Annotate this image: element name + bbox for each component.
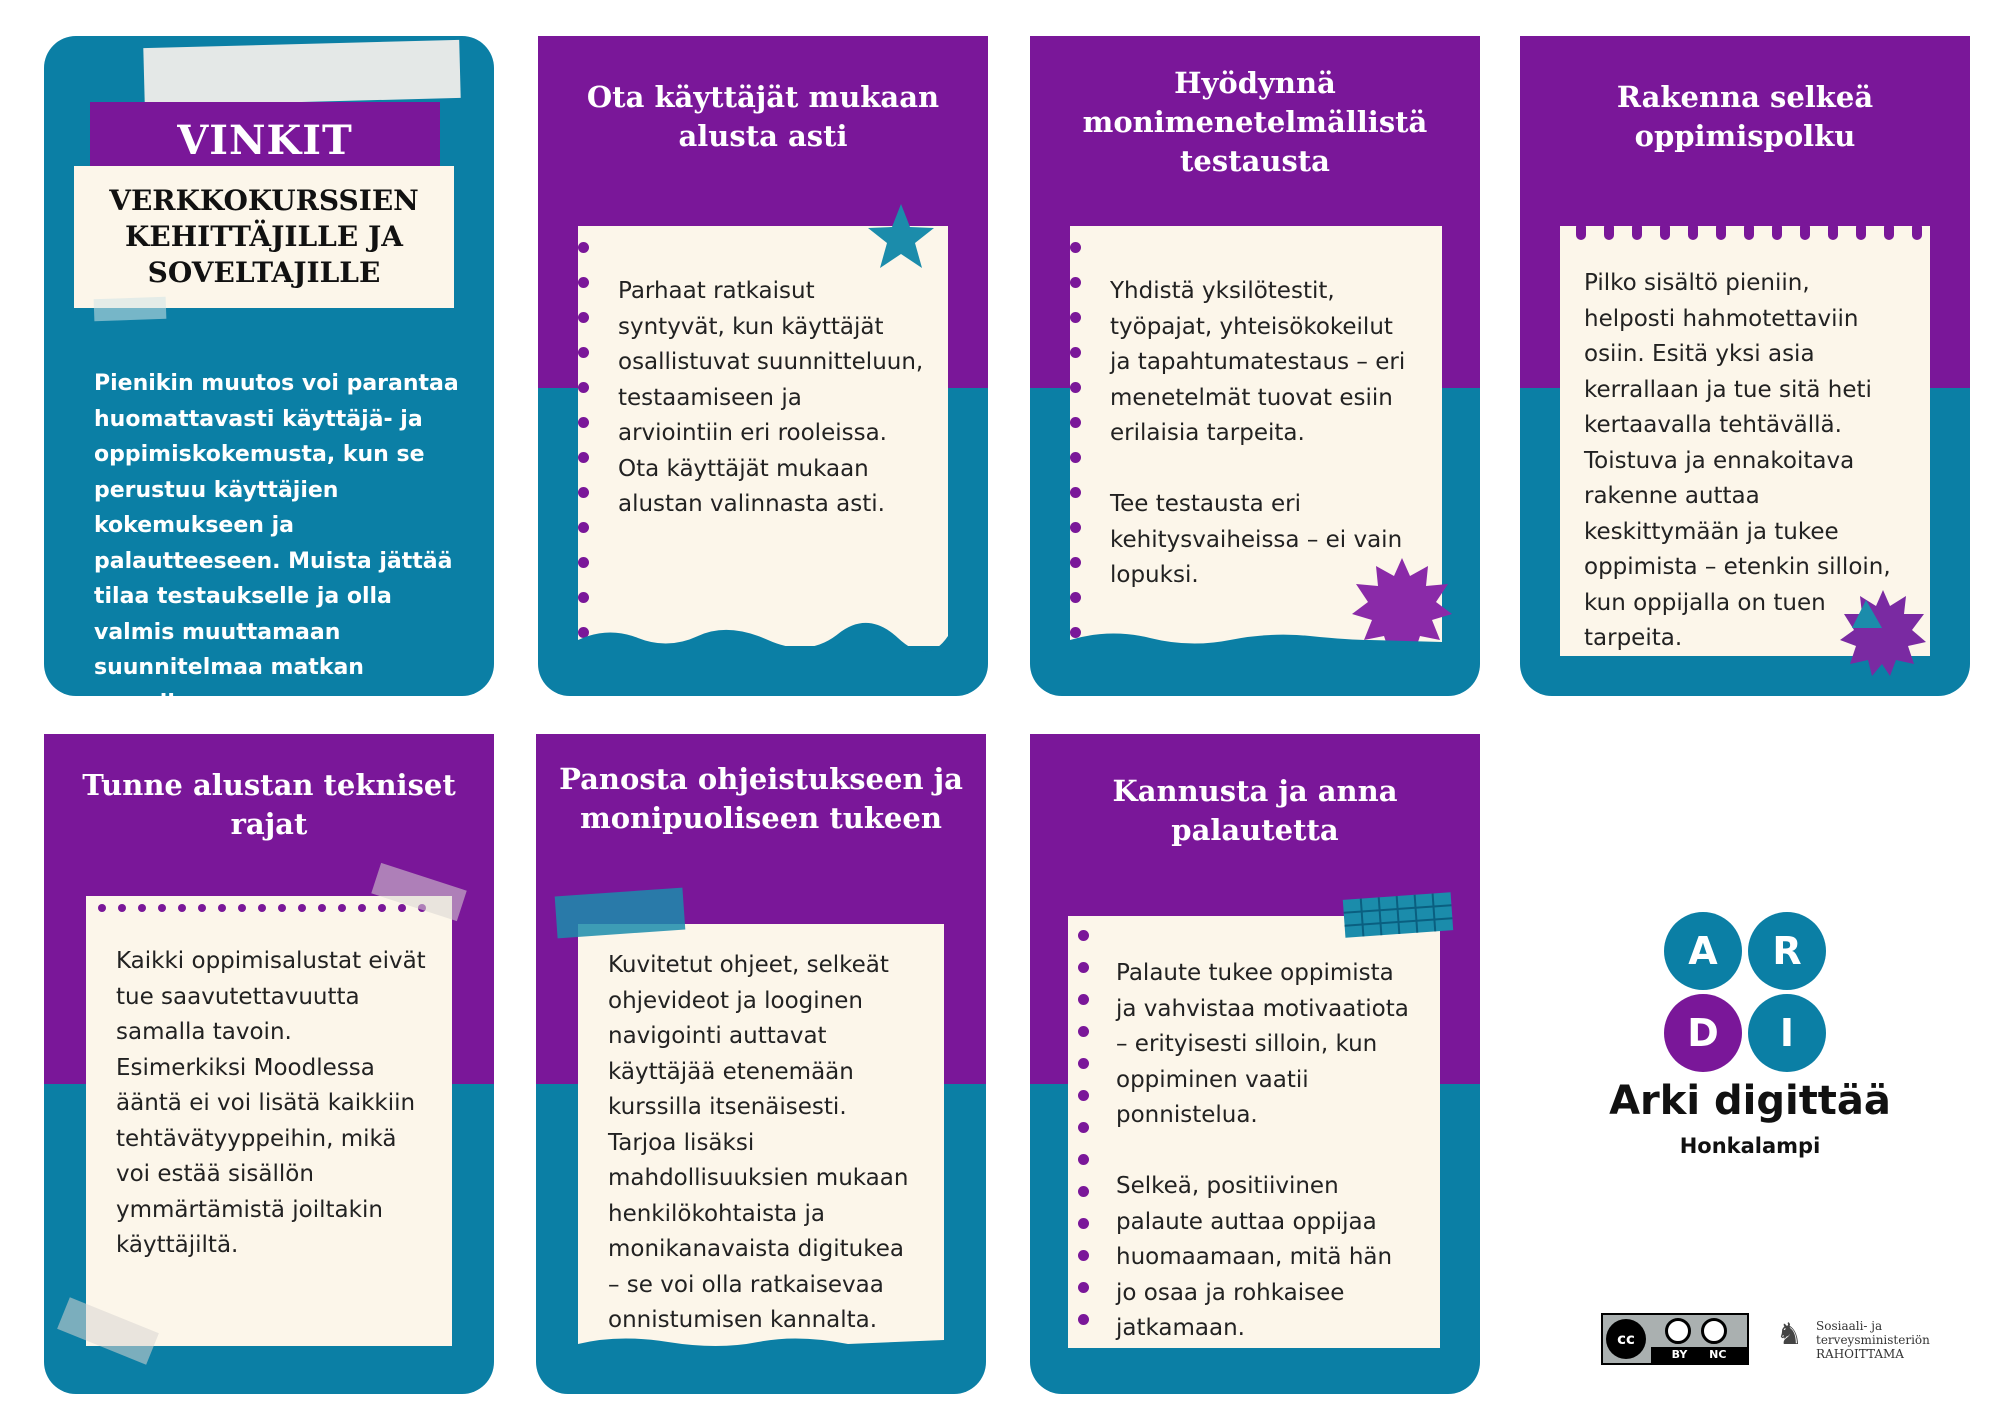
attribution-icon: [1665, 1318, 1691, 1344]
tape-decoration: [94, 297, 167, 321]
lion-crest-icon: ♞: [1776, 1317, 1803, 1352]
notebook-paper: [578, 226, 948, 646]
noncommercial-icon: [1701, 1318, 1727, 1344]
tip-card-3: [1520, 36, 1970, 696]
cc-icon: cc: [1606, 1319, 1646, 1359]
vinkit-banner: VINKIT: [90, 102, 440, 180]
card-title: Panosta ohjeistukseen ja monipuoliseen tukeen: [559, 762, 963, 835]
funder-text: Sosiaali- ja terveysministeriön RAHOITTAMA: [1816, 1319, 1930, 1361]
spiral-holes: [1570, 222, 1930, 246]
spiral-holes: [1070, 242, 1084, 662]
logo-letter-a: A: [1664, 912, 1742, 990]
tip-card-4: [44, 734, 494, 1394]
card-text: Palaute tukee oppimista ja vahvistaa motivaatiota – erityisesti silloin, kun oppiminen vaatii ponnistelua. Selkeä, positiivinen palaute auttaa oppijaa huomaamaan, mitä hän jo osaa ja rohkaisee jatkamaan.: [1116, 960, 1409, 1341]
logo-letter-r: R: [1748, 912, 1826, 990]
tip-card-1: [538, 36, 988, 696]
logo-title: Arki digittää: [1609, 1078, 1891, 1124]
torn-paper-decoration: [143, 40, 460, 106]
intro-subtitle: VERKKOKURSSIEN KEHITTÄJILLE JA SOVELTAJILLE: [74, 166, 454, 308]
torn-edge-decoration: [578, 1334, 944, 1358]
card-text: Kaikki oppimisalustat eivät tue saavutettavuutta samalla tavoin. Esimerkiksi Moodlessa ääntä ei voi lisätä kaikkiin tehtävätyyppeihin, mikä voi estää sisällön ymmärtämistä joiltakin käyttäjiltä.: [116, 948, 426, 1258]
card-text: Kuvitetut ohjeet, selkeät ohjevideot ja looginen navigointi auttavat käyttäjää etenemään kurssilla itsenäisesti. Tarjoa lisäksi mahdollisuuksien mukaan henkilökohtaista ja monikanavaista digitukea – se voi olla ratkaisevaa onnistumisen kannalta.: [608, 952, 909, 1333]
spiral-holes: [96, 902, 446, 914]
tape-decoration: [555, 888, 686, 939]
spiral-holes: [1078, 930, 1092, 1346]
starburst-sticker-icon: [1838, 588, 1928, 678]
card-title: Hyödynnä monimenetelmällistä testausta: [1082, 66, 1428, 178]
intro-text: Pienikin muutos voi parantaa huomattavasti käyttäjä- ja oppimiskokemusta, kun se perustuu käyttäjien kokemukseen ja palautteeseen. Muista jättää tilaa testaukselle ja olla valmis muuttamaan suunnitelmaa matkan varrella.: [94, 371, 459, 716]
tip-card-2: [1030, 36, 1480, 696]
card-text: Yhdistä yksilötestit, työpajat, yhteisökokeilut ja tapahtumatestaus – eri menetelmät tuovat esiin erilaisia tarpeita. Tee testausta eri kehitysvaiheissa – ei vain lopuksi.: [1110, 278, 1406, 588]
card-title: Ota käyttäjät mukaan alusta asti: [586, 80, 940, 153]
tip-card-6: [1030, 734, 1480, 1394]
torn-edge-decoration: [1070, 628, 1442, 656]
tip-card-5: [536, 734, 986, 1394]
notebook-paper: [86, 896, 452, 1346]
card-title: Rakenna selkeä oppimispolku: [1616, 80, 1874, 153]
torn-edge-decoration: [578, 626, 948, 656]
notebook-paper: [578, 924, 944, 1354]
logo-letter-d: D: [1664, 994, 1742, 1072]
notebook-paper: [1068, 916, 1440, 1348]
card-text: Parhaat ratkaisut syntyvät, kun käyttäjät osallistuvat suunnitteluun, testaamiseen ja arviointiin eri rooleissa. Ota käyttäjät mukaan alustan valinnasta asti.: [618, 278, 924, 517]
license-terms: BY NC: [1651, 1347, 1747, 1363]
spiral-holes: [578, 242, 592, 662]
card-title: Kannusta ja anna palautetta: [1112, 774, 1398, 847]
cc-license-badge: [1601, 1313, 1749, 1365]
card-title: Tunne alustan tekniset rajat: [82, 768, 456, 841]
intro-card: [44, 36, 494, 716]
logo-subtitle: Honkalampi: [1679, 1134, 1821, 1158]
logo-letter-i: I: [1748, 994, 1826, 1072]
star-icon: [866, 202, 936, 270]
card-text: Pilko sisältö pieniin, helposti hahmotettaviin osiin. Esitä yksi asia kerrallaan ja tue sitä heti kertaavalla tehtävällä. Toistuva ja ennakoitava rakenne auttaa keskittymään ja tukee oppimista – etenkin silloin, kun oppijalla on tuen tarpeita.: [1584, 270, 1891, 651]
grid-tape-decoration: [1342, 892, 1454, 938]
